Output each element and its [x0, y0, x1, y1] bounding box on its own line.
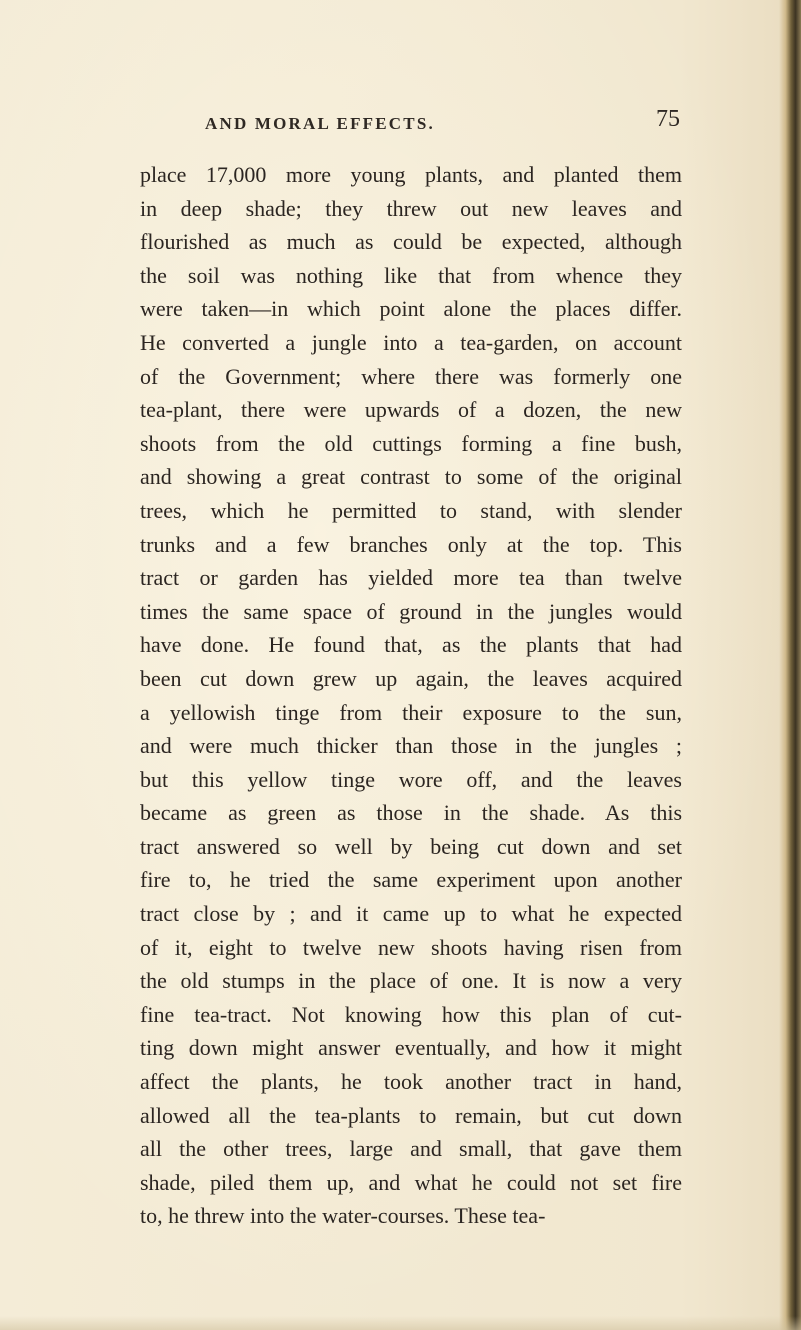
text-line: all the other trees, large and small, that gave them — [140, 1136, 682, 1162]
text-line: became as green as those in the shade. As this — [140, 800, 682, 826]
body-text — [140, 158, 682, 1233]
text-line: ting down might answer eventually, and how it might — [140, 1035, 682, 1061]
text-line: fire to, he tried the same experiment upon another — [140, 867, 682, 893]
running-head: AND MORAL EFFECTS. — [205, 114, 435, 133]
text-line: He converted a jungle into a tea-garden, on account — [140, 329, 682, 355]
text-line: tea-plant, there were upwards of a dozen, the new — [140, 397, 682, 423]
text-line: allowed all the tea-plants to remain, but cut down — [140, 1102, 682, 1128]
text-line: been cut down grew up again, the leaves acquired — [140, 665, 682, 691]
text-line: trees, which he permitted to stand, with slender — [140, 497, 682, 523]
text-line: but this yellow tinge wore off, and the leaves — [140, 766, 682, 792]
text-line: times the same space of ground in the jungles would — [140, 598, 682, 624]
text-line: have done. He found that, as the plants that had — [140, 632, 682, 658]
text-line: of it, eight to twelve new shoots having risen from — [140, 934, 682, 960]
text-line: tract close by ; and it came up to what he expected — [140, 901, 682, 927]
text-line: fine tea-tract. Not knowing how this plan of cut- — [140, 1001, 682, 1027]
text-line: trunks and a few branches only at the top. This — [140, 531, 682, 557]
text-line: the old stumps in the place of one. It is now a very — [140, 968, 682, 994]
text-line: shoots from the old cuttings forming a fine bush, — [140, 430, 682, 456]
text-line: and were much thicker than those in the jungles ; — [140, 733, 682, 759]
page-header — [140, 106, 680, 140]
text-line: place 17,000 more young plants, and planted them — [140, 162, 682, 187]
text-line: tract answered so well by being cut down and set — [140, 833, 682, 859]
text-line: flourished as much as could be expected, although — [140, 229, 682, 255]
text-line: the soil was nothing like that from whence they — [140, 262, 682, 288]
page-bottom-shadow — [0, 1316, 801, 1330]
text-line: tract or garden has yielded more tea than twelve — [140, 565, 682, 591]
text-line: affect the plants, he took another tract in hand, — [140, 1069, 682, 1095]
text-line: to, he threw into the water-courses. These tea- — [140, 1203, 546, 1229]
text-line: a yellowish tinge from their exposure to the sun, — [140, 699, 682, 725]
page-number: 75 — [656, 106, 680, 132]
page-binding-edge — [779, 0, 801, 1330]
text-line: and showing a great contrast to some of the original — [140, 464, 682, 490]
text-line: were taken—in which point alone the places differ. — [140, 296, 682, 322]
text-line: shade, piled them up, and what he could not set fire — [140, 1169, 682, 1195]
text-line: in deep shade; they threw out new leaves and — [140, 195, 682, 221]
text-line: of the Government; where there was formerly one — [140, 363, 682, 389]
